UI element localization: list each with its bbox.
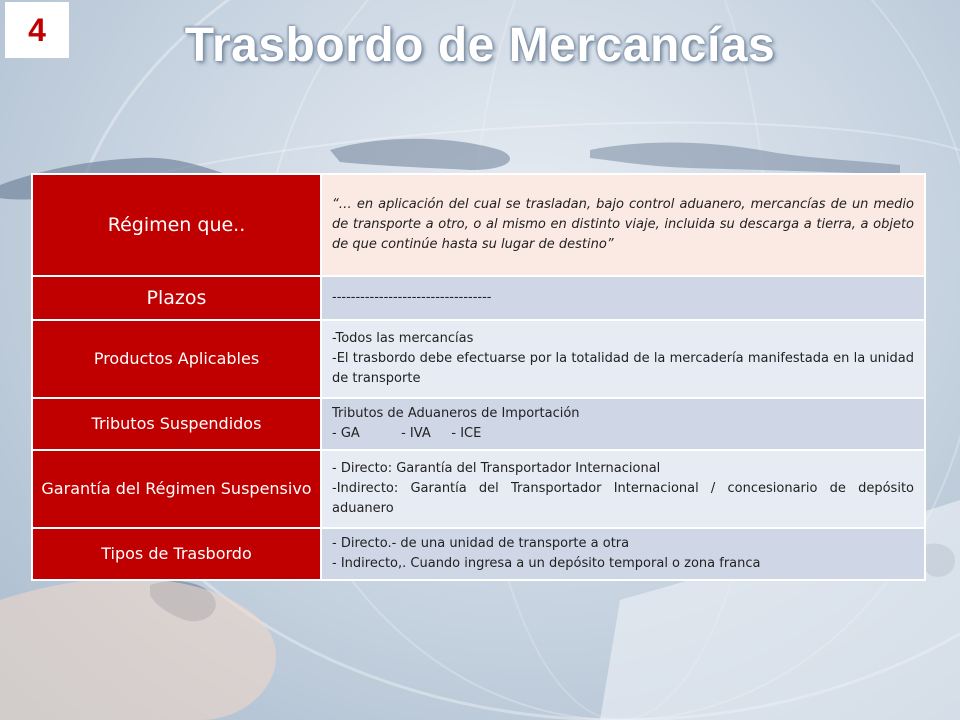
slide-number-badge: 4 xyxy=(5,2,69,58)
content-line: -El trasbordo debe efectuarse por la totalidad de la mercadería manifestada en la unidad de transporte xyxy=(332,350,914,387)
table-row xyxy=(32,174,925,276)
table-row xyxy=(32,528,925,580)
content-line: “… en aplicación del cual se trasladan, bajo control aduanero, mercancías de un medio de transporte a otro, o al mismo en distinto viaje, incluida su descarga a tierra, a objeto de que continúe hasta su lugar de destino” xyxy=(332,196,914,253)
row-label-tipos: Tipos de Trasbordo xyxy=(32,528,321,580)
table-row xyxy=(32,450,925,528)
slide-title: Trasbordo de Mercancías xyxy=(184,19,776,72)
row-content-tributos xyxy=(321,398,925,450)
table-row xyxy=(32,398,925,450)
content-line: - Directo: Garantía del Transportador Internacional xyxy=(332,460,661,476)
table-row xyxy=(32,276,925,320)
content-line: Tributos de Aduaneros de Importación xyxy=(332,405,580,421)
content-line: - Directo.- de una unidad de transporte a otra xyxy=(332,535,630,551)
content-line: ---------------------------------- xyxy=(332,289,492,305)
regime-info-table xyxy=(31,173,926,581)
content-line: - Indirecto,. Cuando ingresa a un depósito temporal o zona franca xyxy=(332,556,761,571)
row-label-garantia: Garantía del Régimen Suspensivo xyxy=(32,450,321,528)
row-content-productos xyxy=(321,320,925,398)
row-content-regimen xyxy=(321,174,925,276)
row-label-regimen: Régimen que.. xyxy=(32,174,321,276)
content-line: -Indirecto: Garantía del Transportador Internacional / concesionario de depósito aduanero xyxy=(332,480,914,517)
table-row xyxy=(32,320,925,398)
row-label-productos: Productos Aplicables xyxy=(32,320,321,398)
content-line: -Todos las mercancías xyxy=(332,330,474,346)
row-label-tributos: Tributos Suspendidos xyxy=(32,398,321,450)
row-content-plazos xyxy=(321,276,925,320)
row-label-plazos: Plazos xyxy=(32,276,321,320)
content-line: - GA - IVA - ICE xyxy=(332,426,482,441)
row-content-garantia xyxy=(321,450,925,528)
row-content-tipos xyxy=(321,528,925,580)
